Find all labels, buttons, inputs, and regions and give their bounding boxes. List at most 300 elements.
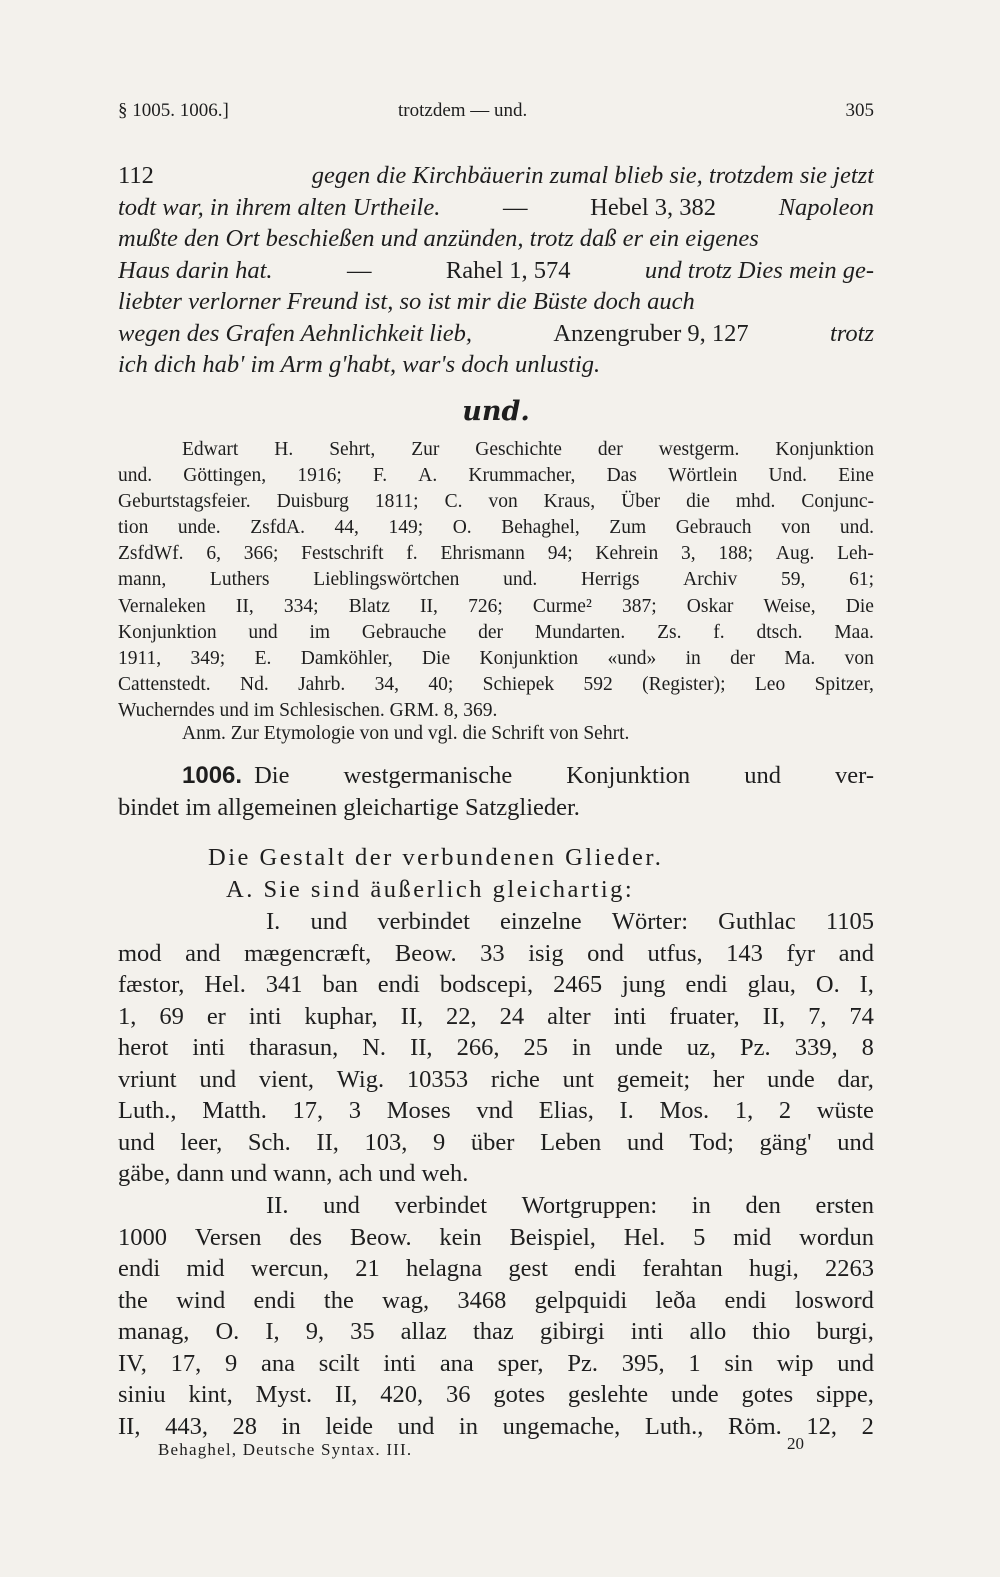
word: Versen [194,1223,262,1251]
word: Sehrt, [329,439,376,460]
word: mægencræft, [244,939,372,967]
word: leða [655,1286,697,1314]
word: Die [845,595,874,617]
word: 25 [523,1034,548,1061]
quotation: liebter verlorner Freund ist, so ist mir die Büste doch auch [118,288,695,315]
word: Konjunktion [566,762,691,789]
word: Pz. [567,1349,598,1377]
word: siniu [118,1381,166,1408]
word: 2263 [824,1255,874,1282]
word: Blatz [348,595,390,617]
word: und [626,1128,664,1156]
word: endi [377,971,420,998]
word: des [289,1223,323,1251]
word: Mos. [659,1097,710,1124]
bibliography-line [118,620,874,646]
word: gelpquidi [534,1286,628,1314]
word: vient, [258,1065,314,1093]
quotation: ich dich hab' im Arm g'habt, war's doch unlustig. [118,351,601,378]
word: verbindet [377,908,470,935]
word: Lieblingswörtchen [313,569,460,591]
word: manag, [118,1318,190,1345]
bibliography [118,437,874,724]
word: her [713,1065,745,1093]
word: mod [118,939,162,967]
word: dtsch. [756,621,803,643]
bibliography-line [118,437,874,463]
word: Moses [386,1097,451,1124]
word: Archiv [683,569,738,591]
word: 387; [621,595,657,617]
paragraph-1006 [118,760,874,823]
text-line [118,1316,874,1348]
word: über [470,1128,515,1156]
word: O. [452,517,472,539]
word: I. [619,1097,634,1124]
word: Vernaleken [118,595,206,617]
word: und. [839,517,874,539]
word: F. [372,465,388,487]
word: Guthlac [718,908,796,935]
word: Geschichte [475,439,562,460]
word: sin [724,1349,753,1377]
running-head-title: trotzdem — und. [398,100,528,121]
word: Luth., [118,1097,177,1124]
word: Herrigs [580,569,640,591]
text-line [118,1127,874,1159]
word: scilt [318,1349,360,1377]
word: losword [794,1286,874,1314]
subsection-a-text: A. Sie sind äußerlich gleichartig: [226,876,635,903]
word: II, [235,595,254,617]
word: 1916; [297,465,342,487]
quotation: gegen die Kirchbäuerin zumal blieb sie, trotzdem sie jetzt [311,162,874,189]
word: der [478,621,504,643]
word: 59, [780,569,806,591]
word: burgi, [816,1318,874,1345]
word: 2 [778,1097,792,1124]
word: 592 [583,673,613,695]
word: endi [118,1255,161,1282]
word: Wig. [336,1065,385,1093]
line-number: 112 [118,162,154,189]
word: II, [762,1002,786,1030]
word: 334; [283,595,319,617]
word: (Register); [642,673,726,695]
word: Die [421,647,451,669]
word: 40; [428,673,454,695]
word: hugi, [749,1255,799,1282]
word: unde [615,1034,663,1061]
text-line [118,938,874,970]
quotation: Haus darin hat. [118,256,273,284]
subsection-a [118,874,874,906]
word: I. [266,908,281,935]
word: die [686,491,710,513]
signature-line: Behaghel, Deutsche Syntax. III. [158,1440,413,1459]
item-one [118,906,874,1190]
word: von [488,491,518,513]
text-line [118,192,874,224]
word: 61; [849,569,874,591]
word: westgermanische [343,762,513,789]
word: bodscepi, [439,971,534,998]
word: 8 [861,1034,874,1061]
word: Pz. [740,1034,771,1061]
word: er [206,1002,226,1030]
word: Myst. [255,1381,313,1408]
word: f. [406,543,418,565]
word: Schiepek [482,673,555,695]
word: 366; [243,543,279,565]
section-number: 1006. [182,762,243,789]
sheet-number: 20 [787,1434,804,1453]
word: 1105 [825,908,874,935]
word: Das [606,465,637,487]
citation: Anzengruber 9, 127 [553,319,749,347]
word: Edwart [182,439,239,460]
word: leer, [180,1128,223,1156]
word: Beispiel, [509,1223,596,1251]
word: II, [420,595,438,617]
word: Nd. [239,673,269,695]
word: uz, [686,1034,717,1061]
word: inti [630,1318,664,1345]
word: ond [587,939,624,967]
word: E. [254,647,272,669]
word: den [745,1192,781,1219]
word: mhd. [735,491,776,513]
word: O. [215,1318,240,1345]
word: endi [253,1286,296,1314]
word: jung [622,971,666,998]
word: thio [752,1318,791,1345]
word: 22, [446,1002,477,1030]
word: Cattenstedt. [118,673,211,695]
word: wind [176,1286,226,1314]
word: in [281,1412,301,1440]
word: in [458,1412,478,1440]
word: H. [274,439,294,460]
paragraph-trotzdem [118,160,874,381]
word: ZsfdA. [250,517,305,539]
word: 74 [849,1002,874,1030]
word: Zur [411,439,440,460]
word: gäng' [759,1128,812,1156]
word: N. [362,1034,387,1061]
text-line [118,1285,874,1317]
word: 103, [364,1128,408,1156]
word: wip [776,1349,814,1377]
annotation-note [118,721,874,747]
word: Leben [540,1128,602,1156]
word: Aug. [775,543,815,565]
bibliography-line [118,541,874,567]
word: 34, [374,673,399,695]
word: von [781,517,811,539]
word: im [309,621,331,643]
word: und [744,762,781,789]
text-line: bindet im allgemeinen gleichartige Satzglieder. [118,793,580,821]
word: Spitzer, [814,673,874,695]
word: ungemache, [502,1412,621,1440]
word: Maa. [834,621,874,643]
word: 36 [445,1381,471,1408]
word: Gebrauche [361,621,447,643]
text-line [118,1348,874,1380]
word: Beow. [349,1223,412,1251]
text-line [118,349,874,381]
word: Elias, [538,1097,594,1124]
word: inti [613,1002,647,1030]
word: unde [767,1065,815,1093]
word: Konjunktion [775,439,874,460]
word: Wörter: [611,908,689,935]
word: 9 [433,1128,446,1156]
word: 3468 [457,1286,507,1314]
quotation: Napoleon [778,193,874,221]
word: Kraus, [543,491,596,513]
word: Krummacher, [468,465,576,487]
citation: Hebel 3, 382 [590,193,717,221]
text-line [118,1222,874,1254]
word: and [185,939,221,967]
word: unde [671,1381,719,1408]
text-line [118,1064,874,1096]
word: Festschrift [301,543,384,565]
word: 149; [388,517,424,539]
word: mann, [118,569,167,591]
word: der [730,647,756,669]
word: Mundarten. [534,621,626,643]
text-line [118,286,874,318]
word: 1811; [374,491,419,513]
word: ersten [815,1192,874,1219]
word: Beow. [394,939,457,967]
word: and [838,939,874,967]
word: gotes [741,1381,794,1408]
citation: Rahel 1, 574 [445,256,571,284]
word: Zum [609,517,647,539]
word: Oskar [686,595,734,617]
word: Behaghel, [501,517,580,539]
word: und [118,1128,155,1156]
word: ban [322,971,358,998]
word: 10353 [406,1065,469,1093]
word: vnd [476,1097,514,1124]
word: in [685,647,701,669]
word: II, [334,1381,358,1408]
word: endi [574,1255,617,1282]
word: Konjunktion [479,647,579,669]
text-line [118,969,874,1001]
word: glau, [747,971,796,998]
word: verbindet [394,1192,488,1219]
word: 1911, [118,647,162,669]
quotation: und trotz Dies mein ge- [644,256,874,284]
word: II, [118,1412,141,1440]
word: 1, [118,1002,137,1030]
bibliography-line [118,672,874,698]
word: Leh- [837,543,874,565]
word: «und» [607,647,657,669]
word: 6, [206,543,221,565]
word: und [199,1065,237,1093]
word: 443, [165,1412,208,1440]
word: II. [266,1192,289,1219]
word: wercun, [250,1255,330,1282]
word: vriunt [118,1065,177,1093]
dash: — [503,193,528,221]
word: helagna [405,1255,483,1282]
word: gest [508,1255,548,1282]
word: riche [490,1065,540,1093]
word: O. [815,971,840,998]
word: Gebrauch [675,517,752,539]
text-line [118,1001,874,1033]
word: 44, [334,517,359,539]
word: C. [444,491,463,513]
word: fæstor, [118,971,185,998]
word: ver- [835,762,874,789]
word: Wortgruppen: [521,1192,658,1219]
word: Kehrein [595,543,659,565]
word: Jahrb. [298,673,346,695]
word: Konjunktion [118,621,217,643]
word: Leo [754,673,786,695]
word: I, [859,971,874,998]
word: geslehte [567,1381,649,1408]
word: ana [439,1349,474,1377]
running-head-section: § 1005. 1006.] [118,100,229,121]
word: 339, [794,1034,838,1061]
text-line [118,1379,874,1411]
word: wordun [799,1223,874,1251]
word: leide [325,1412,373,1440]
word: Sch. [247,1128,291,1156]
word: 24 [499,1002,525,1030]
word: Luth., [644,1412,704,1440]
word: und [837,1349,874,1377]
word: sper, [497,1349,544,1377]
dash: — [346,256,372,284]
word: utfus, [647,939,703,967]
word: Geburtstagsfeier. [118,491,251,513]
word: alter [547,1002,591,1030]
word: kuphar, [304,1002,378,1030]
word: I, [265,1318,280,1345]
word: gibirgi [539,1318,605,1345]
word: und [837,1128,874,1156]
word: 726; [468,595,503,617]
quotation: todt war, in ihrem alten Urtheile. [118,193,441,221]
word: mid [733,1223,772,1251]
word: Damköhler, [300,647,393,669]
word: und. [118,465,153,487]
word: II, [316,1128,339,1156]
word: A. [418,465,438,487]
word: 395, [621,1349,665,1377]
bibliography-line [118,515,874,541]
word: endi [724,1286,767,1314]
text-line [118,1190,874,1222]
word: isig [528,939,564,967]
word: 1000 [118,1223,167,1251]
text-line [118,1095,874,1127]
word: Wörtlein [668,465,738,487]
word: mid [186,1255,225,1282]
text-line [118,1411,874,1443]
word: inti [383,1349,417,1377]
word: tion [118,517,149,539]
word: in [572,1034,592,1061]
word: 1, [734,1097,754,1124]
word: unde. [177,517,221,539]
word: tharasun, [249,1034,339,1061]
word: inti [192,1034,226,1061]
text-line [118,160,874,192]
word: Tod; [689,1128,734,1156]
word: gemeit; [616,1065,691,1093]
word: Duisburg [276,491,349,513]
word: 1 [688,1349,701,1377]
word: und [397,1412,435,1440]
word: 3, [681,543,696,565]
word: 9, [305,1318,325,1345]
text-line [118,318,874,350]
word: Conjunc- [801,491,874,513]
word: Weise, [763,595,816,617]
word: 17, [292,1097,324,1124]
word: dar, [837,1065,874,1093]
word: 143 [726,939,763,967]
word: inti [248,1002,282,1030]
word: sippe, [816,1381,874,1408]
text-line [118,255,874,287]
word: 188; [718,543,754,565]
quotation: trotz [829,319,874,347]
word: f. [713,621,725,643]
word: 69 [159,1002,184,1030]
word: 349; [190,647,226,669]
page-number: 305 [845,100,874,121]
word: allo [689,1318,727,1345]
word: gotes [493,1381,546,1408]
word: Luthers [209,569,270,591]
section-heading-text: und. [462,396,530,427]
word: 28 [232,1412,258,1440]
word: fyr [786,939,816,967]
word: IV, [118,1349,147,1377]
text-line [118,906,874,938]
word: der [597,439,623,460]
item-two [118,1190,874,1442]
word: allaz [400,1318,447,1345]
word: wag, [382,1286,430,1314]
bibliography-line [118,646,874,672]
text-line [118,760,874,792]
section-heading [118,396,874,427]
quotation: mußte den Ort beschießen und anzünden, trotz daß er ein eigenes [118,225,759,252]
subheading [118,842,874,874]
word: 17, [170,1349,202,1377]
word: ferahtan [642,1255,723,1282]
word: Über [621,491,661,513]
word: II, [400,1002,424,1030]
word: Hel. [204,971,246,998]
word: Röm. [728,1412,782,1440]
word: einzelne [500,908,582,935]
